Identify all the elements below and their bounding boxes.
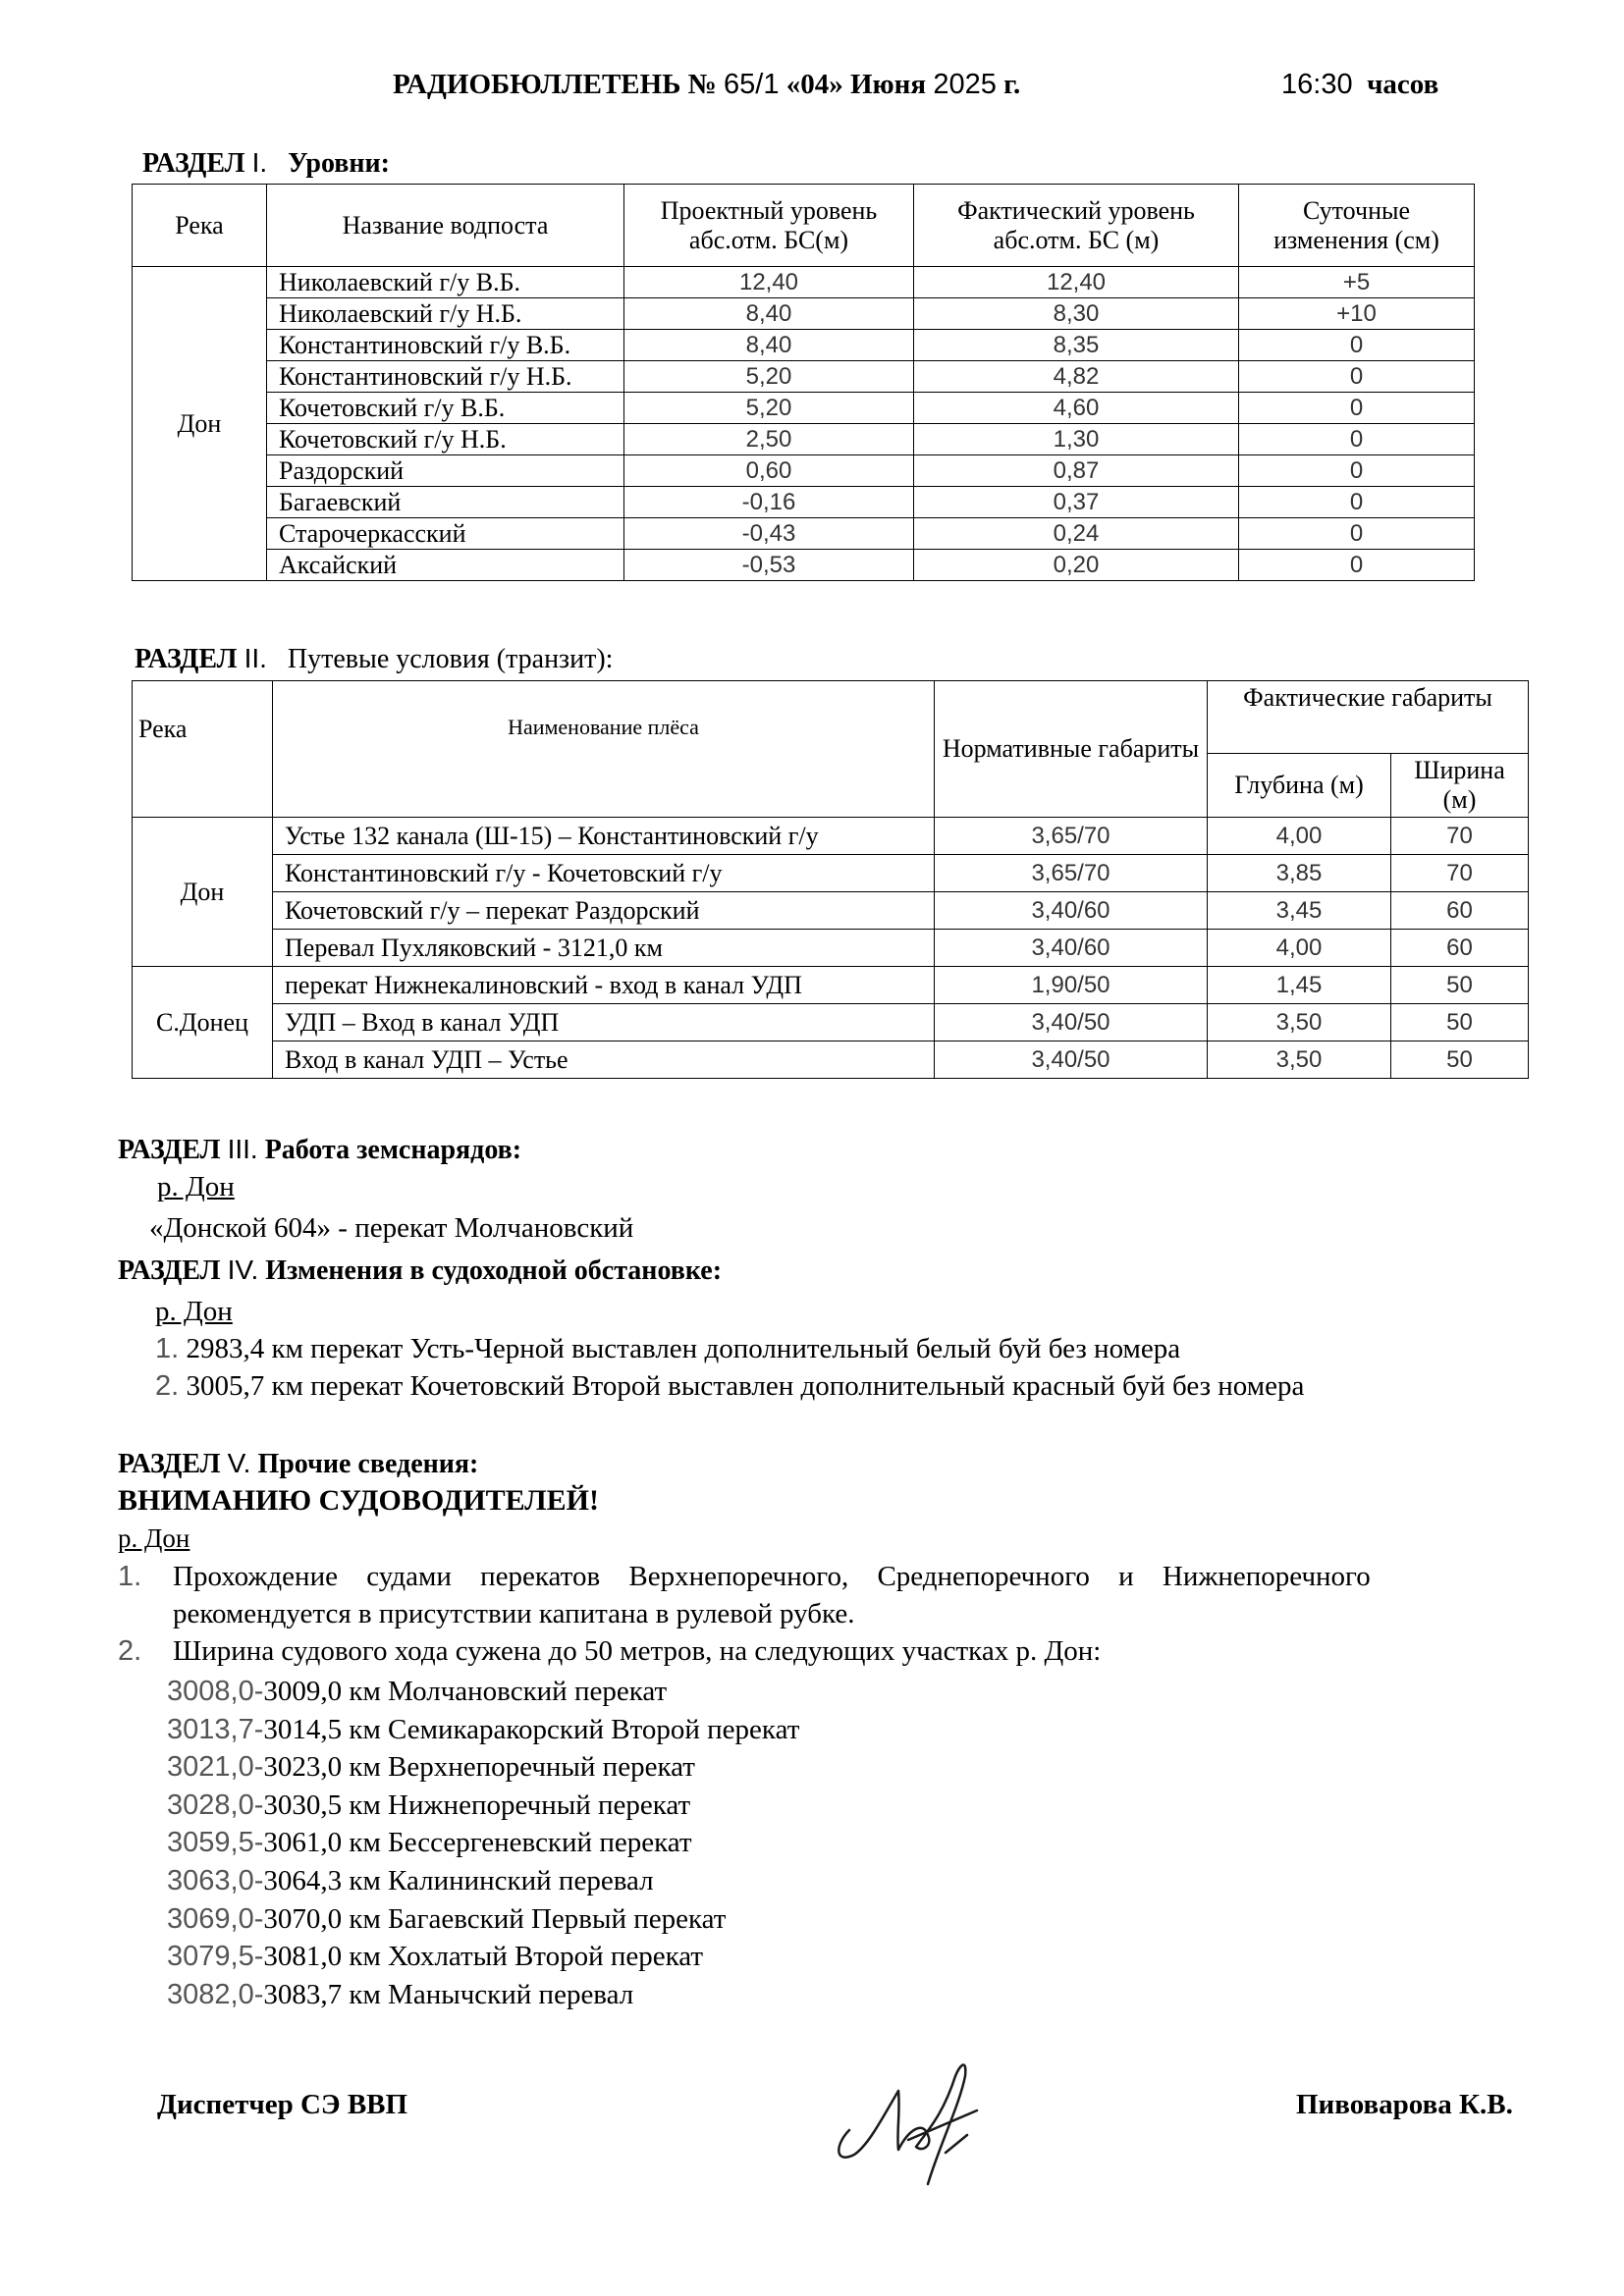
section1-heading [142, 147, 390, 180]
actual-depth: 3,45 [1208, 892, 1391, 930]
stretch-name: км Манычский перевал [349, 1978, 634, 2010]
list-item [167, 1824, 799, 1862]
stretch-from: 3069,0- [167, 1902, 264, 1935]
daily-change: 0 [1239, 487, 1475, 518]
section3-label: РАЗДЕЛ [118, 1135, 221, 1165]
stretch-from: 3013,7- [167, 1713, 264, 1745]
post-name: Кочетовский г/у Н.Б. [267, 424, 624, 455]
normative-size: 3,40/60 [935, 892, 1208, 930]
list-item [167, 1711, 799, 1749]
list-item [167, 1862, 799, 1900]
section2-num: II. [244, 643, 267, 673]
levels-col-river: Река [133, 185, 267, 267]
actual-depth: 3,50 [1208, 1004, 1391, 1041]
section4-num: IV. [227, 1255, 259, 1285]
post-name: Николаевский г/у В.Б. [267, 267, 624, 298]
project-level: 2,50 [624, 424, 914, 455]
stretch-to: 3064,3 [263, 1864, 343, 1896]
normative-size: 3,40/50 [935, 1041, 1208, 1079]
post-name: Кочетовский г/у В.Б. [267, 393, 624, 424]
levels-river-cell: Дон [133, 267, 267, 581]
actual-depth: 3,50 [1208, 1041, 1391, 1079]
stretch-to: 3014,5 [263, 1713, 343, 1745]
actual-depth: 3,85 [1208, 855, 1391, 892]
actual-width: 50 [1391, 1041, 1529, 1079]
stretch-from: 3021,0- [167, 1751, 264, 1784]
route-col-depth: Глубина (м) [1208, 754, 1391, 818]
table-row [133, 818, 1529, 855]
table-row [133, 424, 1475, 455]
section5-label: РАЗДЕЛ [118, 1449, 221, 1479]
normative-size: 3,65/70 [935, 855, 1208, 892]
route-col-river: Река [133, 681, 273, 818]
normative-size: 3,40/60 [935, 930, 1208, 967]
section3-river: р. Дон [157, 1171, 235, 1202]
actual-depth: 4,00 [1208, 818, 1391, 855]
section5-title: Прочие сведения: [257, 1449, 479, 1479]
list-item [118, 1635, 1101, 1668]
actual-width: 60 [1391, 930, 1529, 967]
list-item-number: 1. [155, 1333, 180, 1364]
route-river-cell: Дон [133, 818, 273, 967]
list-item-number: 1. [118, 1561, 142, 1592]
daily-change: 0 [1239, 393, 1475, 424]
stretch-from: 3008,0- [167, 1676, 264, 1707]
levels-col-project: Проектный уровень абс.отм. БС(м) [624, 185, 914, 267]
stretch-name: км Калининский перевал [349, 1864, 654, 1896]
section3-title: Работа земснарядов: [264, 1135, 522, 1165]
actual-level: 4,82 [914, 361, 1239, 393]
dispatcher-position: Диспетчер СЭ ВВП [157, 2089, 408, 2120]
actual-level: 8,35 [914, 330, 1239, 361]
section3-heading [118, 1134, 521, 1166]
section2-title: Путевые условия (транзит): [287, 644, 614, 674]
list-item [167, 1673, 799, 1711]
list-item-number: 2. [118, 1635, 142, 1667]
table-row [133, 267, 1475, 298]
bulletin-year-suffix: г. [1003, 69, 1021, 100]
list-item-text: Прохождение судами перекатов Верхнепоречного, Среднепоречного и Нижнепоречного [173, 1561, 1371, 1592]
daily-change: +10 [1239, 298, 1475, 330]
stretch-to: 3009,0 [263, 1676, 343, 1707]
route-header-row [133, 681, 1529, 754]
daily-change: 0 [1239, 424, 1475, 455]
stretch-from: 3079,5- [167, 1941, 264, 1973]
table-row [133, 330, 1475, 361]
list-item-text: Ширина судового хода сужена до 50 метров, на следующих участках р. Дон: [173, 1635, 1102, 1667]
route-col-normative: Нормативные габариты [935, 681, 1208, 818]
stretch-name: км Молчановский перекат [349, 1676, 668, 1707]
section5-heading [118, 1448, 478, 1480]
actual-depth: 4,00 [1208, 930, 1391, 967]
actual-level: 0,37 [914, 487, 1239, 518]
actual-width: 60 [1391, 892, 1529, 930]
project-level: -0,53 [624, 550, 914, 581]
table-row [133, 393, 1475, 424]
section4-river: р. Дон [155, 1296, 233, 1327]
levels-col-post: Название водпоста [267, 185, 624, 267]
list-item [167, 1976, 799, 2014]
daily-change: 0 [1239, 330, 1475, 361]
list-item [118, 1561, 1561, 1593]
post-name: Николаевский г/у Н.Б. [267, 298, 624, 330]
stretch-to: 3083,7 [263, 1978, 343, 2010]
actual-width: 70 [1391, 855, 1529, 892]
daily-change: 0 [1239, 550, 1475, 581]
stretch-from: 3028,0- [167, 1789, 264, 1821]
normative-size: 1,90/50 [935, 967, 1208, 1004]
section2-label: РАЗДЕЛ [135, 644, 238, 674]
reach-name: Вход в канал УДП – Устье [273, 1041, 935, 1079]
list-item-text: 3005,7 км перекат Кочетовский Второй выставлен дополнительный красный буй без номера [186, 1370, 1305, 1402]
stretch-name: км Хохлатый Второй перекат [349, 1941, 704, 1973]
stretch-name: км Багаевский Первый перекат [349, 1902, 727, 1935]
table-row [133, 487, 1475, 518]
list-item [167, 1748, 799, 1787]
stretch-name: км Семикаракорский Второй перекат [349, 1713, 800, 1745]
post-name: Раздорский [267, 455, 624, 487]
project-level: 8,40 [624, 298, 914, 330]
levels-table [132, 184, 1475, 581]
route-col-actual: Фактические габариты [1208, 681, 1529, 754]
list-item [167, 1900, 799, 1939]
table-row [133, 518, 1475, 550]
section1-num: I. [251, 147, 268, 178]
project-level: 5,20 [624, 393, 914, 424]
levels-col-actual: Фактический уровень абс.отм. БС (м) [914, 185, 1239, 267]
stretch-from: 3063,0- [167, 1864, 264, 1896]
actual-level: 12,40 [914, 267, 1239, 298]
section1-label: РАЗДЕЛ [142, 148, 245, 179]
table-row [133, 550, 1475, 581]
reach-name: Устье 132 канала (Ш-15) – Константиновский г/у [273, 818, 935, 855]
section3-item: «Донской 604» - перекат Молчановский [149, 1212, 634, 1244]
bulletin-time [1281, 69, 1438, 101]
list-item [167, 1787, 799, 1825]
stretch-to: 3081,0 [263, 1941, 343, 1973]
actual-width: 50 [1391, 1004, 1529, 1041]
stretch-name: км Нижнепоречный перекат [349, 1789, 691, 1821]
section4-title: Изменения в судоходной обстановке: [265, 1255, 723, 1286]
project-level: 8,40 [624, 330, 914, 361]
bulletin-year: 2025 [933, 69, 997, 100]
table-row [133, 455, 1475, 487]
route-col-width: Ширина (м) [1391, 754, 1529, 818]
actual-level: 0,24 [914, 518, 1239, 550]
actual-level: 1,30 [914, 424, 1239, 455]
actual-width: 70 [1391, 818, 1529, 855]
section4-heading [118, 1255, 722, 1287]
stretch-name: км Бессергеневский перекат [349, 1827, 692, 1859]
narrow-stretches-list [167, 1673, 799, 2013]
section5-num: V. [227, 1448, 251, 1478]
normative-size: 3,40/50 [935, 1004, 1208, 1041]
title-prefix: РАДИОБЮЛЛЕТЕНЬ № [393, 69, 717, 100]
daily-change: 0 [1239, 361, 1475, 393]
stretch-to: 3061,0 [263, 1827, 343, 1859]
normative-size: 3,65/70 [935, 818, 1208, 855]
handwritten-signature [830, 2037, 1006, 2194]
project-level: -0,43 [624, 518, 914, 550]
actual-level: 0,87 [914, 455, 1239, 487]
actual-depth: 1,45 [1208, 967, 1391, 1004]
signer-name: Пивоварова К.В. [1296, 2089, 1513, 2120]
list-item-continuation: рекомендуется в присутствии капитана в рулевой рубке. [173, 1598, 855, 1629]
section3-num: III. [227, 1134, 258, 1164]
daily-change: 0 [1239, 455, 1475, 487]
reach-name: перекат Нижнекалиновский - вход в канал УДП [273, 967, 935, 1004]
bulletin-day: «04» [785, 69, 843, 100]
levels-header-row [133, 185, 1475, 267]
bulletin-title [393, 69, 1020, 101]
reach-name: Кочетовский г/у – перекат Раздорский [273, 892, 935, 930]
table-row [133, 967, 1529, 1004]
stretch-from: 3059,5- [167, 1827, 264, 1859]
stretch-to: 3070,0 [263, 1902, 343, 1935]
route-col-reach: Наименование плёса [273, 681, 935, 818]
project-level: 12,40 [624, 267, 914, 298]
attention-heading: ВНИМАНИЮ СУДОВОДИТЕЛЕЙ! [118, 1484, 599, 1517]
bulletin-month: Июня [849, 69, 927, 100]
reach-name: Перевал Пухляковский - 3121,0 км [273, 930, 935, 967]
section1-title: Уровни: [288, 148, 390, 179]
actual-level: 8,30 [914, 298, 1239, 330]
route-river-cell: С.Донец [133, 967, 273, 1079]
project-level: -0,16 [624, 487, 914, 518]
route-table [132, 680, 1529, 1079]
table-row [133, 1004, 1529, 1041]
post-name: Константиновский г/у В.Б. [267, 330, 624, 361]
list-item-text: 2983,4 км перекат Усть-Черной выставлен дополнительный белый буй без номера [186, 1333, 1181, 1364]
list-item [155, 1333, 1180, 1365]
section4-label: РАЗДЕЛ [118, 1255, 221, 1286]
table-row [133, 298, 1475, 330]
post-name: Константиновский г/у Н.Б. [267, 361, 624, 393]
section2-heading [135, 643, 613, 675]
reach-name: Константиновский г/у - Кочетовский г/у [273, 855, 935, 892]
daily-change: 0 [1239, 518, 1475, 550]
table-row [133, 855, 1529, 892]
actual-level: 0,20 [914, 550, 1239, 581]
section5-river: р. Дон [118, 1523, 190, 1553]
post-name: Старочеркасский [267, 518, 624, 550]
stretch-to: 3023,0 [263, 1751, 343, 1784]
reach-name: УДП – Вход в канал УДП [273, 1004, 935, 1041]
daily-change: +5 [1239, 267, 1475, 298]
stretch-name: км Верхнепоречный перекат [349, 1751, 695, 1784]
list-item-number: 2. [155, 1370, 180, 1402]
table-row [133, 361, 1475, 393]
stretch-from: 3082,0- [167, 1978, 264, 2010]
levels-col-change: Суточные изменения (см) [1239, 185, 1475, 267]
time-suffix: часов [1367, 69, 1439, 100]
bulletin-number: 65/1 [724, 69, 780, 100]
actual-level: 4,60 [914, 393, 1239, 424]
actual-width: 50 [1391, 967, 1529, 1004]
table-row [133, 892, 1529, 930]
list-item [167, 1938, 799, 1976]
project-level: 0,60 [624, 455, 914, 487]
table-row [133, 930, 1529, 967]
list-item [155, 1370, 1304, 1403]
stretch-to: 3030,5 [263, 1789, 343, 1821]
time-value: 16:30 [1281, 69, 1353, 100]
post-name: Багаевский [267, 487, 624, 518]
table-row [133, 1041, 1529, 1079]
post-name: Аксайский [267, 550, 624, 581]
project-level: 5,20 [624, 361, 914, 393]
